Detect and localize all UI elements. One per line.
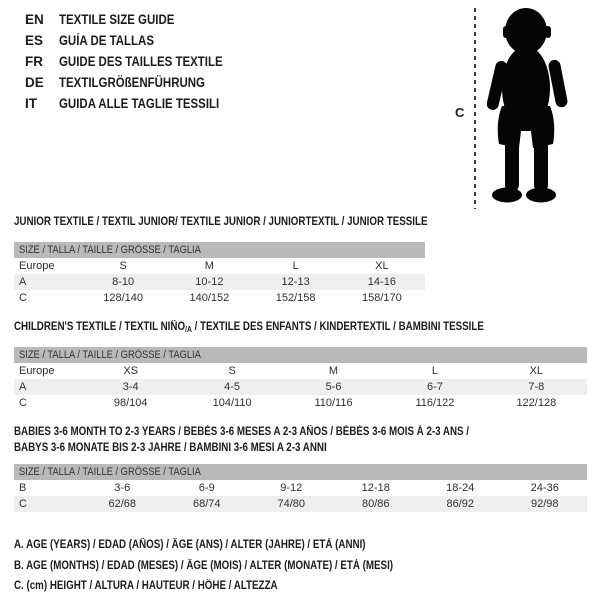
table-cell: 98/104 — [113, 397, 148, 409]
row-label: A — [19, 381, 27, 393]
table-row-europe — [14, 363, 587, 379]
language-code: ES — [25, 33, 44, 48]
table-cell: XL — [529, 365, 544, 377]
language-title: TEXTILGRÖßENFÜHRUNG — [59, 75, 205, 90]
baby-silhouette-icon — [487, 6, 569, 206]
junior-size-table — [14, 242, 425, 306]
table-cell: 8-10 — [112, 276, 135, 288]
row-label: Europe — [19, 365, 55, 377]
legend-notes — [14, 535, 460, 597]
children-title-subscript: /A — [185, 325, 192, 334]
children-title-post: / TEXTILE DES ENFANTS / KINDERTEXTIL / BAMBINI TESSILE — [191, 321, 484, 333]
table-cell: 14-16 — [367, 276, 396, 288]
language-row-it — [25, 93, 252, 114]
language-title: TEXTILE SIZE GUIDE — [59, 12, 175, 27]
row-label: C — [19, 498, 27, 510]
row-label: Europe — [19, 260, 55, 272]
table-cell: 74/80 — [277, 498, 306, 510]
table-cell: 116/122 — [415, 397, 455, 409]
table-cell: 10-12 — [195, 276, 224, 288]
table-row-height — [14, 496, 587, 512]
table-cell: 12-18 — [361, 482, 390, 494]
table-cell: 3-4 — [122, 381, 139, 393]
size-header-text: SIZE / TALLA / TAILLE / GRÖSSE / TAGLIA — [19, 466, 201, 478]
table-cell: 5-6 — [325, 381, 342, 393]
table-row-height — [14, 395, 587, 411]
table-cell: L — [292, 260, 299, 272]
language-row-en — [25, 9, 252, 30]
size-header-text: SIZE / TALLA / TAILLE / GRÖSSE / TAGLIA — [19, 244, 201, 256]
note-text: C. (cm) HEIGHT / ALTURA / HAUTEUR / HÖHE / ALTEZZA — [14, 580, 278, 592]
table-cell: 86/92 — [446, 498, 475, 510]
height-measure-label: C — [455, 105, 465, 120]
language-code: IT — [25, 96, 37, 111]
table-cell: 4-5 — [224, 381, 241, 393]
table-row-europe — [14, 258, 425, 274]
note-age-years — [14, 535, 460, 556]
note-text: B. AGE (MONTHS) / EDAD (MESES) / ÂGE (MOIS) / ALTER (MONATE) / ETÀ (MESI) — [14, 559, 394, 572]
language-code: FR — [25, 54, 43, 69]
table-cell: 110/116 — [314, 397, 353, 409]
language-code: DE — [25, 75, 44, 90]
table-cell: 140/152 — [189, 292, 230, 304]
table-cell: XL — [375, 260, 389, 272]
babies-title-line2: BABYS 3-6 MONATE BIS 2-3 JAHRE / BAMBINI 3-6 MESI A 2-3 ANNI — [14, 442, 327, 454]
table-cell: 18-24 — [446, 482, 475, 494]
babies-size-table — [14, 464, 587, 512]
babies-section-title — [14, 424, 549, 456]
size-header-text: SIZE / TALLA / TAILLE / GRÖSSE / TAGLIA — [19, 349, 201, 361]
note-height-cm — [14, 576, 460, 597]
size-header-band — [14, 347, 587, 363]
table-row-age — [14, 379, 587, 395]
size-header-band — [14, 242, 425, 258]
language-code: EN — [25, 12, 44, 27]
table-cell: M — [204, 260, 214, 272]
table-cell: 104/110 — [212, 397, 252, 409]
row-label: A — [19, 276, 27, 288]
row-label: C — [19, 397, 27, 409]
language-row-es — [25, 30, 252, 51]
note-text: A. AGE (YEARS) / EDAD (AÑOS) / ÂGE (ANS) / ALTER (JAHRE) / ETÀ (ANNI) — [14, 539, 366, 551]
row-label: B — [19, 482, 27, 494]
children-size-table — [14, 347, 587, 411]
language-title-list — [25, 9, 252, 114]
table-cell: 6-9 — [198, 482, 215, 494]
language-title: GUIDE DES TAILLES TEXTILE — [59, 54, 223, 69]
table-cell: 80/86 — [361, 498, 390, 510]
table-cell: 122/128 — [516, 397, 557, 409]
junior-title-text: JUNIOR TEXTILE / TEXTIL JUNIOR/ TEXTILE JUNIOR / JUNIORTEXTIL / JUNIOR TESSILE — [14, 216, 428, 228]
children-title-pre: CHILDREN'S TEXTILE / TEXTIL NIÑO — [14, 321, 186, 333]
babies-title-line1: BABIES 3-6 MONTH TO 2-3 YEARS / BEBÉS 3-6 MESES A 2-3 AÑOS / BÉBÉS 3-6 MOIS À 2-3 ANS / — [14, 426, 470, 438]
table-cell: 7-8 — [528, 381, 545, 393]
junior-section-title — [14, 214, 500, 230]
children-section-title — [14, 319, 567, 338]
table-cell: 128/140 — [103, 292, 143, 304]
table-row-height — [14, 290, 425, 306]
table-cell: 12-13 — [281, 276, 310, 288]
table-cell: 158/170 — [361, 292, 402, 304]
table-cell: S — [119, 260, 127, 272]
height-dotted-line — [474, 8, 476, 209]
table-row-months — [14, 480, 587, 496]
table-cell: 9-12 — [280, 482, 303, 494]
language-row-de — [25, 72, 252, 93]
table-cell: 92/98 — [530, 498, 559, 510]
table-cell: 68/74 — [192, 498, 221, 510]
table-cell: M — [328, 365, 339, 377]
table-cell: L — [431, 365, 438, 377]
table-cell: 62/68 — [108, 498, 137, 510]
table-cell: 152/158 — [275, 292, 316, 304]
table-cell: XS — [123, 365, 139, 377]
language-row-fr — [25, 51, 252, 72]
children-title-text — [14, 319, 484, 338]
table-cell: 24-36 — [530, 482, 559, 494]
size-header-band — [14, 464, 587, 480]
language-title: GUIDA ALLE TAGLIE TESSILI — [59, 96, 220, 111]
language-title: GUÍA DE TALLAS — [59, 33, 154, 48]
table-row-age — [14, 274, 425, 290]
table-cell: 6-7 — [426, 381, 443, 393]
note-age-months — [14, 556, 460, 577]
table-cell: S — [228, 365, 236, 377]
table-cell: 3-6 — [114, 482, 131, 494]
row-label: C — [19, 292, 27, 304]
